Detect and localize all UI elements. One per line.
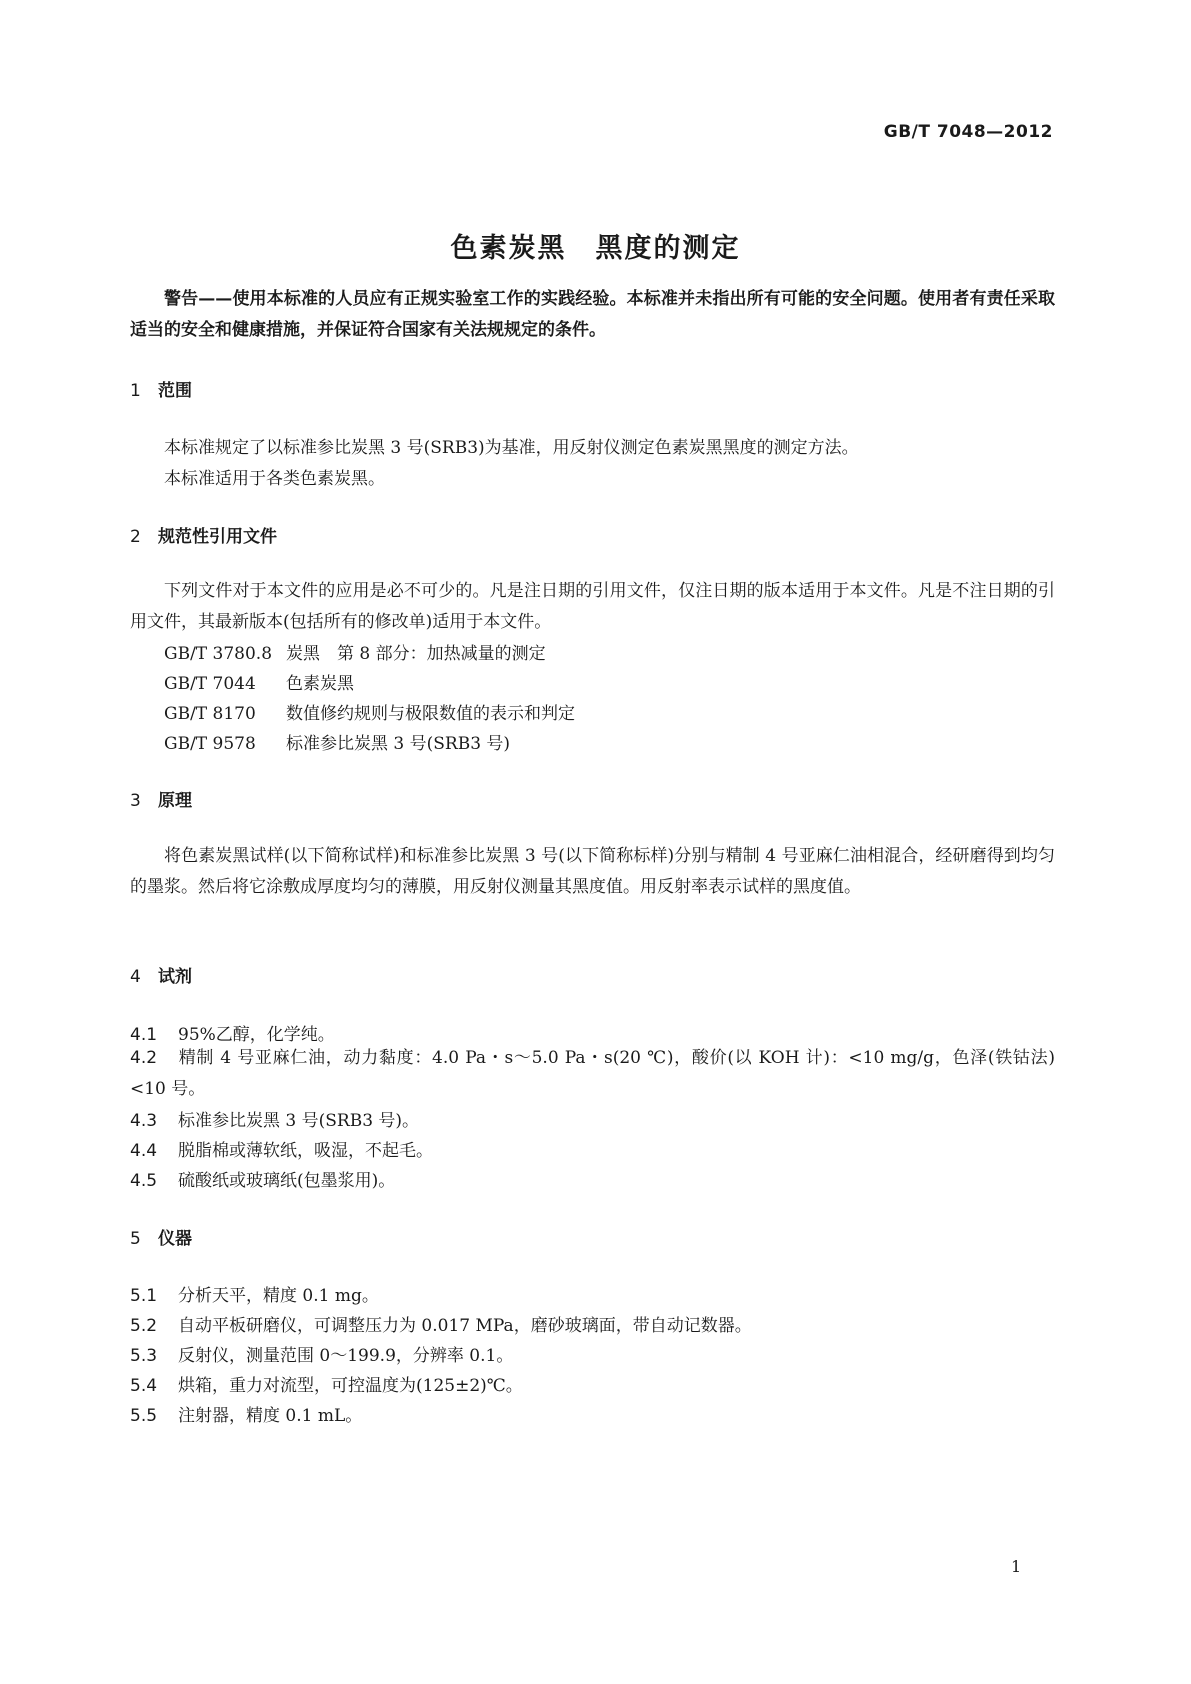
reagent-item <box>130 1166 1055 1191</box>
item-number: 4.3 <box>130 1111 158 1131</box>
item-text: 烘箱，重力对流型，可控温度为(125±2)℃。 <box>178 1376 523 1396</box>
item-number: 5.1 <box>130 1286 158 1306</box>
section-5-heading <box>130 1224 192 1249</box>
item-text: 脱脂棉或薄软纸，吸湿，不起毛。 <box>178 1141 433 1161</box>
reference-title: 数值修约规则与极限数值的表示和判定 <box>286 704 575 724</box>
reference-item <box>164 669 1089 694</box>
scope-paragraph-2: 本标准适用于各类色素炭黑。 <box>164 469 385 489</box>
reference-code: GB/T 7044 <box>164 674 256 694</box>
reference-item <box>164 699 1089 724</box>
item-text: 分析天平，精度 0.1 mg。 <box>178 1286 379 1306</box>
item-text: 反射仪，测量范围 0～199.9，分辨率 0.1。 <box>178 1346 514 1366</box>
section-title: 原理 <box>158 791 192 811</box>
reagent-item <box>130 1020 1055 1045</box>
item-number: 4.5 <box>130 1171 158 1191</box>
item-text: 标准参比炭黑 3 号(SRB3 号)。 <box>178 1111 420 1131</box>
item-text: 硫酸纸或玻璃纸(包墨浆用)。 <box>178 1171 396 1191</box>
item-number: 5.4 <box>130 1376 158 1396</box>
item-number: 4.1 <box>130 1025 158 1045</box>
section-number: 1 <box>130 381 141 401</box>
section-number: 5 <box>130 1229 141 1249</box>
scope-paragraph-1: 本标准规定了以标准参比炭黑 3 号(SRB3)为基准，用反射仪测定色素炭黑黑度的测定方法。 <box>164 438 859 458</box>
reference-item <box>164 729 1089 754</box>
item-number: 4.4 <box>130 1141 158 1161</box>
section-2-heading <box>130 522 277 547</box>
reference-code: GB/T 9578 <box>164 734 256 754</box>
item-number: 4.2 <box>130 1048 158 1068</box>
section-number: 4 <box>130 967 141 987</box>
instrument-item <box>130 1341 1055 1366</box>
reference-title: 标准参比炭黑 3 号(SRB3 号) <box>286 734 511 754</box>
reagent-item <box>130 1106 1055 1131</box>
item-text: 95%乙醇，化学纯。 <box>178 1025 335 1045</box>
section-number: 3 <box>130 791 141 811</box>
item-text: 自动平板研磨仪，可调整压力为 0.017 MPa，磨砂玻璃面，带自动记数器。 <box>178 1316 752 1336</box>
reference-code: GB/T 8170 <box>164 704 256 724</box>
document-title: 色素炭黑 黑度的测定 <box>450 233 741 264</box>
standard-code: GB/T 7048—2012 <box>883 122 1053 142</box>
principle-paragraph: 将色素炭黑试样(以下简称试样)和标准参比炭黑 3 号(以下简称标样)分别与精制 4 号亚麻仁油相混合，经研磨得到均匀的墨浆。然后将它涂敷成厚度均匀的薄膜，用反射仪测量其黑度值。用反射率表示试样的黑度值。 <box>130 846 1055 897</box>
section-1-heading <box>130 376 192 401</box>
reference-title: 色素炭黑 <box>286 674 354 694</box>
instrument-item <box>130 1311 1055 1336</box>
references-intro: 下列文件对于本文件的应用是必不可少的。凡是注日期的引用文件，仅注日期的版本适用于本文件。凡是不注日期的引用文件，其最新版本(包括所有的修改单)适用于本文件。 <box>130 581 1055 632</box>
instrument-item <box>130 1371 1055 1396</box>
reference-title: 炭黑 第 8 部分：加热减量的测定 <box>286 644 546 664</box>
reference-item <box>164 639 1089 664</box>
instrument-item <box>130 1401 1055 1426</box>
item-text: 注射器，精度 0.1 mL。 <box>178 1406 363 1426</box>
section-4-heading <box>130 962 192 987</box>
section-number: 2 <box>130 527 141 547</box>
page-number: 1 <box>1011 1557 1022 1576</box>
section-title: 规范性引用文件 <box>158 527 277 547</box>
item-number: 5.2 <box>130 1316 158 1336</box>
reagent-item <box>130 1043 1055 1105</box>
section-3-heading <box>130 786 192 811</box>
reference-code: GB/T 3780.8 <box>164 644 273 664</box>
safety-warning: 警告——使用本标准的人员应有正规实验室工作的实践经验。本标准并未指出所有可能的安全问题。使用者有责任采取适当的安全和健康措施，并保证符合国家有关法规规定的条件。 <box>130 289 1055 340</box>
reagent-item <box>130 1136 1055 1161</box>
item-number: 5.3 <box>130 1346 158 1366</box>
section-title: 范围 <box>158 381 192 401</box>
section-title: 试剂 <box>158 967 192 987</box>
item-number: 5.5 <box>130 1406 158 1426</box>
section-title: 仪器 <box>158 1229 192 1249</box>
instrument-item <box>130 1281 1055 1306</box>
item-text: 精制 4 号亚麻仁油，动力黏度：4.0 Pa・s～5.0 Pa・s(20 ℃)，酸价(以 KOH 计)：<10 mg/g，色泽(铁钴法)<10 号。 <box>130 1048 1055 1099</box>
